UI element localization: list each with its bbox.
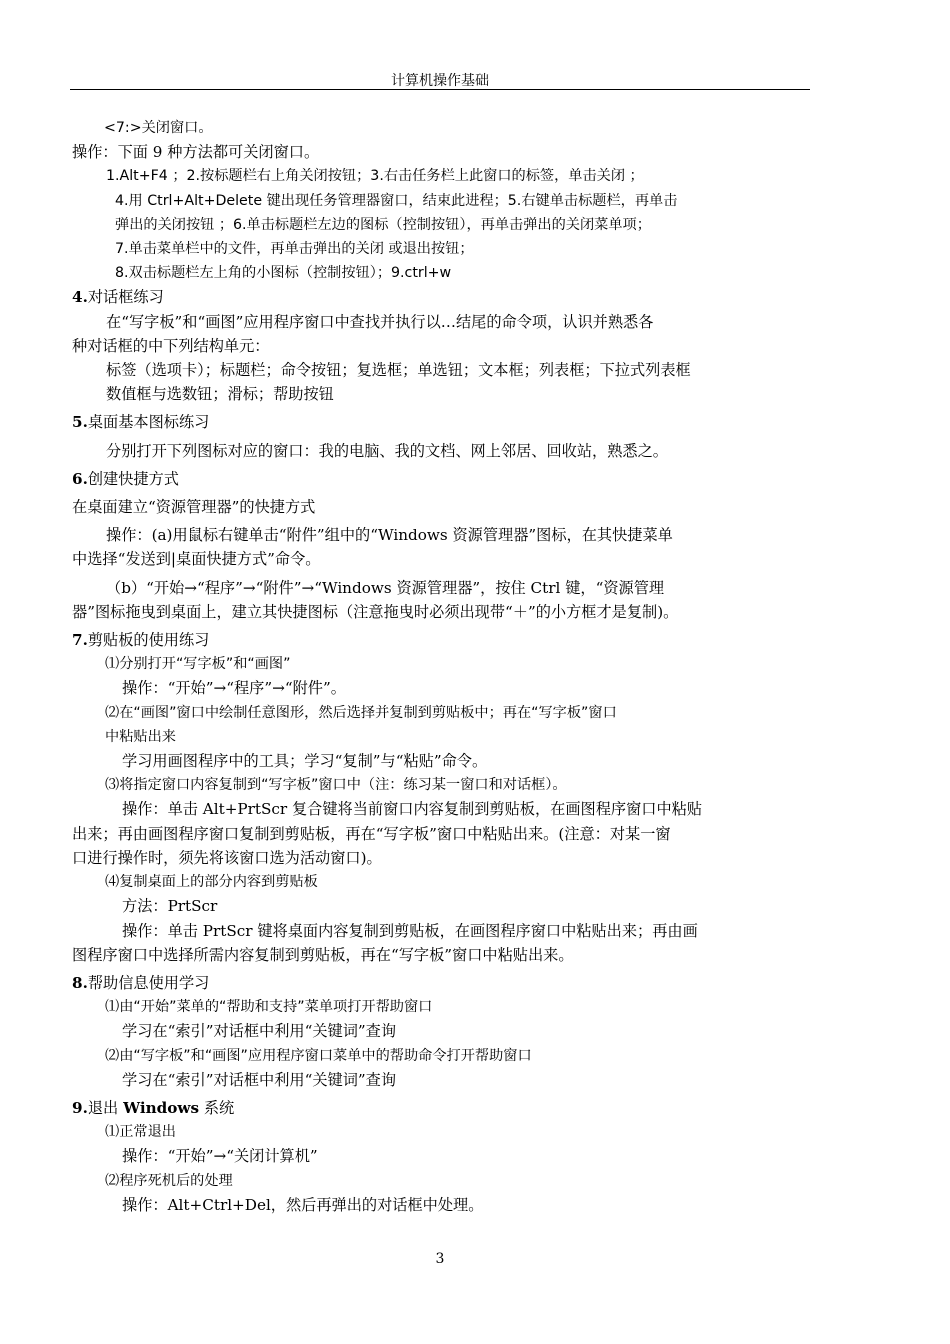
section-4-list: 数值框与选数钮；滑标；帮助按钮	[106, 385, 334, 404]
section-9-item: ⑴正常退出	[105, 1124, 176, 1141]
section-7-item-body: 方法：PrtScr	[122, 897, 218, 916]
section-7-item-body: 操作：“开始”→“程序”→“附件”。	[122, 679, 346, 698]
header-rule	[70, 89, 810, 90]
section-6-heading: 6.创建快捷方式	[72, 469, 179, 488]
section-4-list: 标签（选项卡）；标题栏；命令按钮；复选框；单选钮；文本框；列表框；下拉式列表框	[106, 361, 691, 380]
section-5-heading: 5.桌面基本图标练习	[72, 413, 210, 432]
close-method-line: 7.单击菜单栏中的文件，再单击弹出的关闭 或退出按钮；	[115, 241, 474, 258]
section-7-item-body: 操作：单击 Alt+PrtScr 复合键将当前窗口内容复制到剪贴板，在画图程序窗口中粘贴	[122, 800, 703, 819]
section-7-item-body: 学习用画图程序中的工具；学习“复制”与“粘贴”命令。	[122, 752, 488, 771]
document-body	[72, 116, 750, 1217]
section-7-item-body: 口进行操作时，须先将该窗口选为活动窗口)。	[72, 848, 382, 867]
page-header: 计算机操作基础	[391, 73, 489, 89]
section-9-item-body: 操作：Alt+Ctrl+Del，然后再弹出的对话框中处理。	[122, 1195, 484, 1214]
section-7-item-body: 出来；再由画图程序窗口复制到剪贴板，再在“写字板”窗口中粘贴出来。(注意：对某一窗	[72, 824, 671, 843]
section-8-item: ⑴由“开始”菜单的“帮助和支持”菜单项打开帮助窗口	[105, 999, 433, 1016]
close-method-line: 1.Alt+F4 ；2.按标题栏右上角关闭按钮；3.右击任务栏上此窗口的标签，单击关闭 ；	[106, 168, 644, 185]
section-8-item: ⑵由“写字板”和“画图”应用程序窗口菜单中的帮助命令打开帮助窗口	[105, 1047, 532, 1064]
section-7-item-body: 操作：单击 PrtScr 键将桌面内容复制到剪贴板，在画图程序窗口中粘贴出来；再由画	[122, 921, 698, 940]
section-7-item: ⑴分别打开“写字板”和“画图”	[105, 656, 291, 673]
section-7-heading: 7.剪贴板的使用练习	[72, 631, 210, 650]
section-8-heading: 8.帮助信息使用学习	[72, 973, 210, 992]
section-5-para: 分别打开下列图标对应的窗口：我的电脑、我的文档、网上邻居、回收站，熟悉之。	[106, 441, 668, 460]
section-7-item: ⑶将指定窗口内容复制到“写字板”窗口中（注：练习某一窗口和对话框）。	[105, 777, 567, 794]
section-8-item-body: 学习在“索引”对话框中利用“关键词”查询	[122, 1070, 397, 1089]
page-number: 3	[435, 1251, 445, 1267]
section-7-item-body: 图程序窗口中选择所需内容复制到剪贴板，再在“写字板”窗口中粘贴出来。	[72, 945, 574, 964]
close-window-op: 操作：下面 9 种方法都可关闭窗口。	[72, 143, 320, 162]
section-7-item: ⑵在“画图”窗口中绘制任意图形，然后选择并复制到剪贴板中；再在“写字板”窗口	[105, 704, 617, 721]
section-4-heading: 4.对话框练习	[72, 288, 164, 307]
close-method-line: 4.用 Ctrl+Alt+Delete 键出现任务管理器窗口，结束此进程；5.右键单击标题栏，再单击	[115, 192, 678, 209]
section-6-op-b: （b）“开始→“程序”→“附件”→“Windows 资源管理器”，按住 Ctrl 键，“资源管理 器”图标拖曳到桌面上，建立其快捷图标（注意拖曳时必须出现带“＋”的小方框才是复制)。	[72, 578, 679, 621]
section-9-heading: 9.退出 Windows 系统	[72, 1098, 235, 1117]
section-8-item-body: 学习在“索引”对话框中利用“关键词”查询	[122, 1022, 397, 1041]
close-method-line: 8.双击标题栏左上角的小图标（控制按钮）；9.ctrl+w	[115, 265, 452, 282]
section-6-op-a: 操作：(a)用鼠标右键单击“附件”组中的“Windows 资源管理器”图标，在其快捷菜单 中选择“发送到|桌面快捷方式”命令。	[72, 526, 673, 569]
section-6-intro: 在桌面建立“资源管理器”的快捷方式	[72, 498, 316, 517]
close-window-title: <7:>关闭窗口。	[104, 120, 213, 136]
section-7-item: 中粘贴出来	[105, 728, 176, 745]
section-4-para: 在“写字板”和“画图”应用程序窗口中查找并执行以…结尾的命令项，认识并熟悉各 种对话框的中下列结构单元：	[72, 312, 654, 355]
section-7-item: ⑷复制桌面上的部分内容到剪贴板	[105, 874, 318, 891]
section-9-item-body: 操作：“开始”→“关闭计算机”	[122, 1147, 318, 1166]
close-method-line: 弹出的关闭按钮 ；6.单击标题栏左边的图标（控制按钮），再单击弹出的关闭菜单项；	[115, 216, 651, 233]
section-9-item: ⑵程序死机后的处理	[105, 1172, 233, 1189]
